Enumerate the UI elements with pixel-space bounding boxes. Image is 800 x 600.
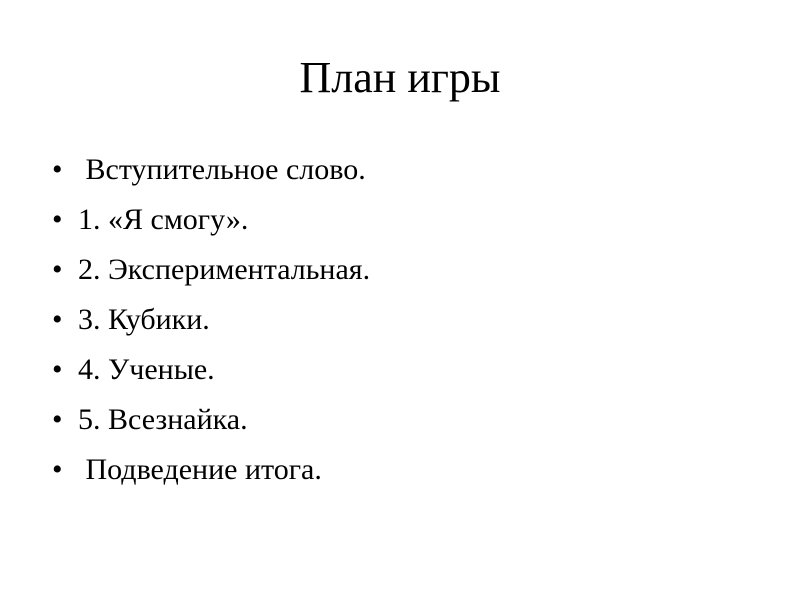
bullet-icon: • [52,353,63,386]
slide-title: План игры [299,53,501,102]
list-item-text: 4. Ученые. [78,353,215,386]
bullet-icon: • [52,403,63,436]
list-item [52,295,370,345]
list-item [52,445,370,495]
list-item-text: Вступительное слово. [78,153,366,186]
bullet-icon: • [52,203,63,236]
list-item [52,245,370,295]
list-item [52,395,370,445]
bullet-icon: • [52,153,63,186]
list-item-text: 2. Экспериментальная. [78,253,371,286]
bullet-icon: • [52,303,63,336]
list-item [52,145,370,195]
list-item-text: 5. Всезнайка. [78,403,248,436]
list-item-text: Подведение итога. [78,453,322,486]
bullet-icon: • [52,253,63,286]
list-item-text: 1. «Я смогу». [78,203,249,236]
bullet-icon: • [52,453,63,486]
list-item [52,345,370,395]
list-item-text: 3. Кубики. [78,303,210,336]
bullet-list [52,145,370,495]
list-item [52,195,370,245]
